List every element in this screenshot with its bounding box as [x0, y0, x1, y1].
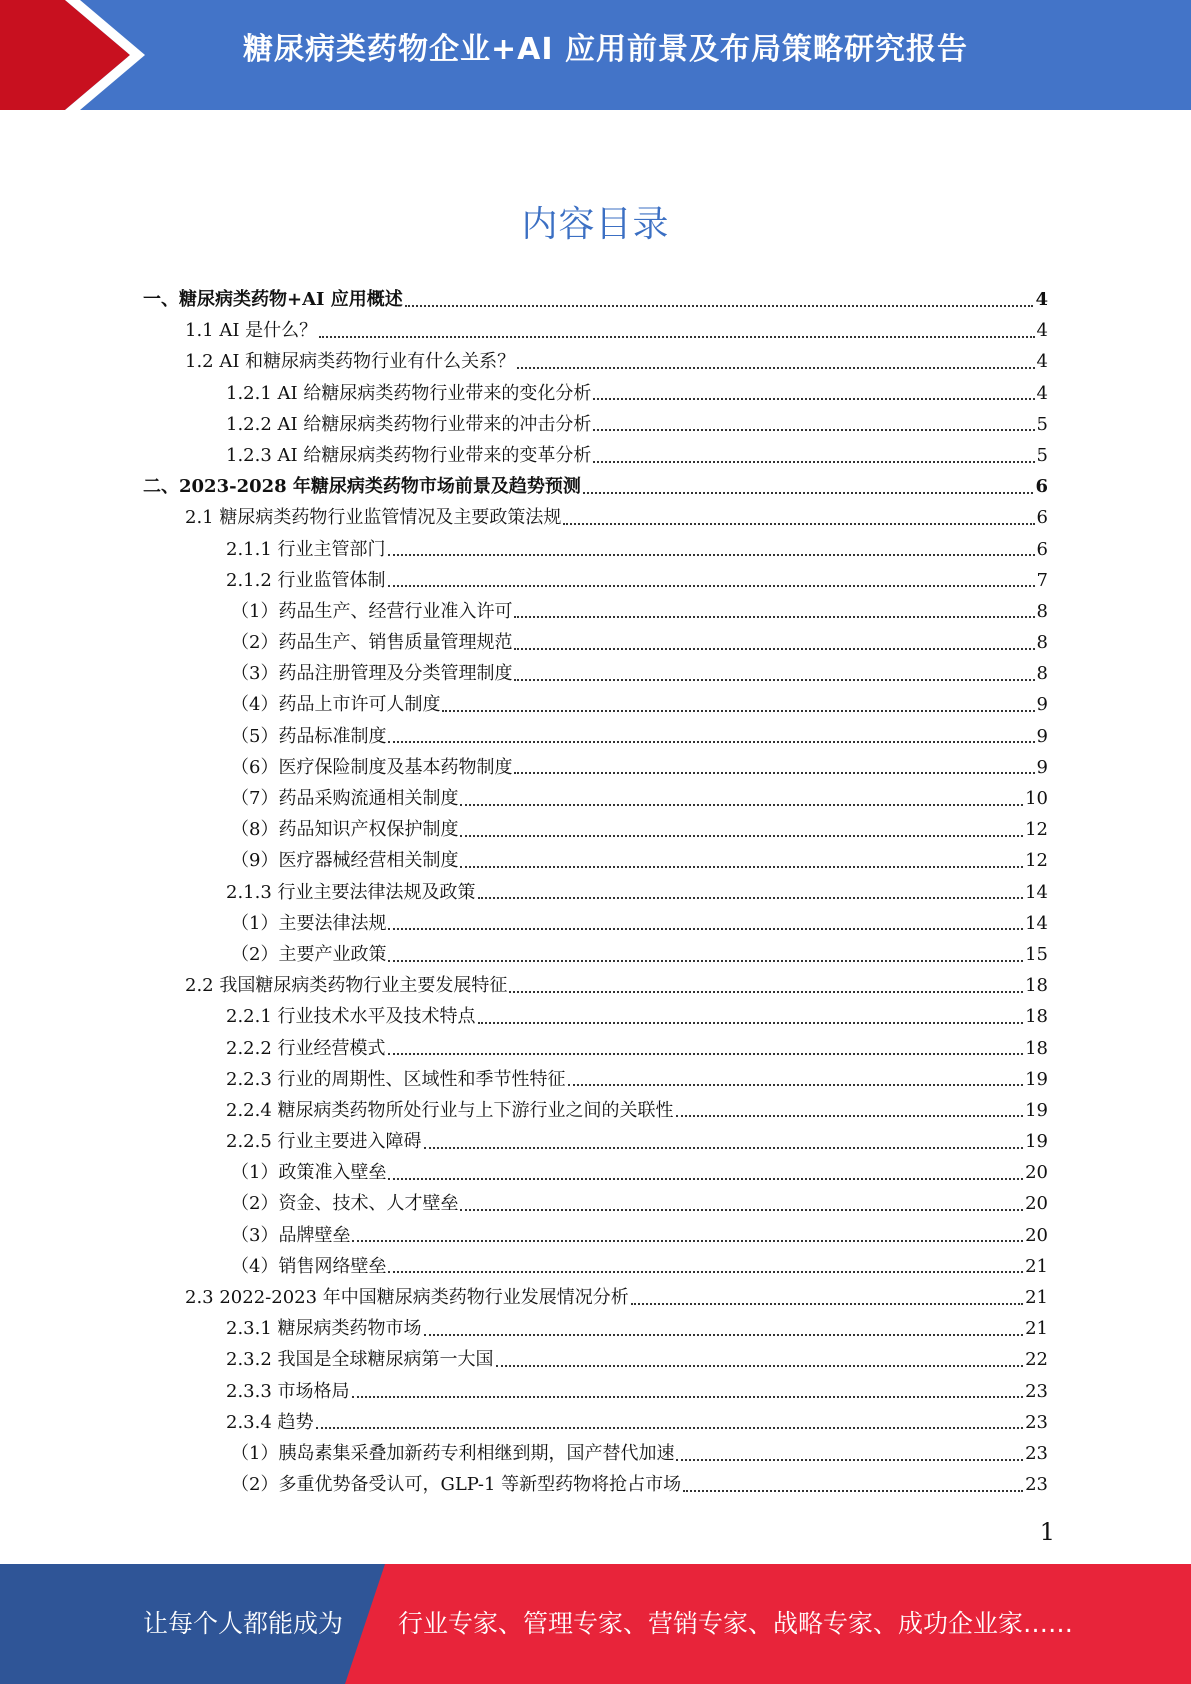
toc-dot-leader: [352, 1240, 1023, 1242]
toc-entry-page: 5: [1036, 444, 1048, 466]
toc-dot-leader: [424, 1334, 1024, 1336]
toc-entry-page: 18: [1025, 1037, 1048, 1059]
toc-entry[interactable]: [143, 1344, 1048, 1375]
toc-entry-title: （2）药品生产、销售质量管理规范: [231, 632, 513, 654]
toc-entry[interactable]: [143, 1376, 1048, 1407]
toc-entry[interactable]: [143, 658, 1048, 689]
toc-entry-page: 7: [1036, 569, 1048, 591]
toc-entry[interactable]: [143, 1188, 1048, 1219]
toc-entry-title: 1.2.2 AI 给糖尿病类药物行业带来的冲击分析: [226, 413, 592, 435]
toc-entry-title: 1.1 AI 是什么？: [185, 320, 318, 342]
toc-entry[interactable]: [143, 1033, 1048, 1064]
toc-entry-page: 23: [1025, 1474, 1048, 1496]
toc-dot-leader: [388, 1178, 1023, 1180]
toc-entry-page: 4: [1036, 382, 1048, 404]
table-of-contents: [143, 284, 1048, 1500]
toc-dot-leader: [683, 1490, 1023, 1492]
toc-entry-page: 12: [1025, 819, 1048, 841]
toc-entry-page: 19: [1025, 1068, 1048, 1090]
toc-entry-title: （2）资金、技术、人才壁垒: [231, 1193, 459, 1215]
toc-entry-page: 8: [1036, 600, 1048, 622]
toc-entry[interactable]: [143, 721, 1048, 752]
toc-entry-page: 12: [1025, 850, 1048, 872]
toc-dot-leader: [563, 523, 1034, 525]
toc-entry[interactable]: [143, 1064, 1048, 1095]
toc-entry-page: 8: [1036, 663, 1048, 685]
toc-entry[interactable]: [143, 409, 1048, 440]
toc-entry[interactable]: [143, 689, 1048, 720]
toc-entry[interactable]: [143, 970, 1048, 1001]
toc-entry-page: 14: [1025, 881, 1048, 903]
toc-entry-title: （3）药品注册管理及分类管理制度: [231, 663, 513, 685]
toc-entry-title: 2.1.3 行业主要法律法规及政策: [226, 881, 476, 903]
toc-entry[interactable]: [143, 565, 1048, 596]
toc-entry-page: 20: [1025, 1193, 1048, 1215]
toc-entry[interactable]: [143, 1126, 1048, 1157]
toc-entry-title: 2.1 糖尿病类药物行业监管情况及主要政策法规: [185, 507, 562, 529]
footer-slogan-right: 行业专家、管理专家、营销专家、战略专家、成功企业家……: [398, 1609, 1074, 1638]
toc-entry-page: 21: [1025, 1287, 1048, 1308]
toc-entry-page: 5: [1036, 413, 1048, 435]
toc-entry-title: （6）医疗保险制度及基本药物制度: [231, 756, 513, 778]
toc-entry-title: （4）药品上市许可人制度: [231, 694, 441, 716]
toc-entry[interactable]: [143, 1469, 1048, 1500]
toc-dot-leader: [319, 336, 1034, 338]
toc-entry-title: 2.3.3 市场格局: [226, 1380, 350, 1402]
toc-dot-leader: [631, 1303, 1023, 1305]
toc-entry-page: 22: [1025, 1349, 1048, 1371]
toc-entry[interactable]: [143, 346, 1048, 377]
toc-entry-page: 4: [1035, 289, 1048, 310]
toc-entry-title: 1.2 AI 和糖尿病类药物行业有什么关系？: [185, 351, 516, 373]
toc-dot-leader: [460, 1209, 1023, 1211]
toc-dot-leader: [583, 492, 1034, 494]
toc-entry-page: 9: [1036, 694, 1048, 716]
toc-entry[interactable]: [143, 1220, 1048, 1251]
toc-entry-title: （9）医疗器械经营相关制度: [231, 850, 459, 872]
toc-entry-title: 2.2.5 行业主要进入障碍: [226, 1131, 422, 1153]
toc-dot-leader: [676, 1115, 1024, 1117]
footer-slogan-left: 让每个人都能成为: [143, 1609, 344, 1638]
toc-entry-title: （4）销售网络壁垒: [231, 1255, 387, 1277]
toc-entry[interactable]: [143, 315, 1048, 346]
toc-dot-leader: [388, 928, 1023, 930]
toc-dot-leader: [442, 710, 1034, 712]
toc-entry-title: （3）品牌壁垒: [231, 1224, 351, 1246]
toc-dot-leader: [424, 1147, 1024, 1149]
toc-entry[interactable]: [143, 908, 1048, 939]
toc-entry-title: （1）政策准入壁垒: [231, 1162, 387, 1184]
toc-entry-page: 6: [1036, 538, 1048, 560]
toc-entry-page: 14: [1025, 912, 1048, 934]
toc-entry[interactable]: [143, 627, 1048, 658]
toc-entry-title: （5）药品标准制度: [231, 725, 387, 747]
toc-dot-leader: [514, 648, 1034, 650]
toc-entry-title: 2.2 我国糖尿病类药物行业主要发展特征: [185, 975, 508, 997]
toc-entry[interactable]: [143, 1438, 1048, 1469]
toc-entry[interactable]: [143, 471, 1048, 502]
toc-dot-leader: [509, 991, 1023, 993]
toc-entry[interactable]: [143, 939, 1048, 970]
toc-entry[interactable]: [143, 1407, 1048, 1438]
toc-entry-page: 6: [1036, 507, 1048, 529]
toc-entry-page: 23: [1025, 1411, 1048, 1433]
toc-dot-leader: [676, 1459, 1023, 1461]
toc-dot-leader: [478, 897, 1024, 899]
toc-entry-page: 6: [1035, 476, 1048, 498]
toc-entry-title: 2.3.1 糖尿病类药物市场: [226, 1318, 422, 1340]
toc-entry-title: 2.3.2 我国是全球糖尿病第一大国: [226, 1349, 494, 1371]
toc-dot-leader: [514, 616, 1034, 618]
toc-entry[interactable]: [143, 1282, 1048, 1313]
toc-dot-leader: [388, 741, 1034, 743]
toc-entry-title: 2.1.2 行业监管体制: [226, 569, 386, 591]
toc-dot-leader: [460, 866, 1023, 868]
toc-dot-leader: [517, 367, 1034, 369]
toc-dot-leader: [352, 1396, 1024, 1398]
toc-dot-leader: [388, 554, 1035, 556]
toc-entry-page: 8: [1036, 632, 1048, 654]
toc-entry-title: 2.3.4 趋势: [226, 1411, 314, 1433]
toc-entry-page: 19: [1025, 1131, 1048, 1153]
toc-entry-page: 20: [1025, 1162, 1048, 1184]
toc-dot-leader: [593, 429, 1034, 431]
toc-entry[interactable]: [143, 1313, 1048, 1344]
toc-entry-title: （7）药品采购流通相关制度: [231, 788, 459, 809]
toc-entry[interactable]: [143, 783, 1048, 814]
toc-entry-title: 一、糖尿病类药物+AI 应用概述: [143, 289, 403, 310]
toc-dot-leader: [514, 772, 1034, 774]
toc-entry[interactable]: [143, 534, 1048, 565]
toc-entry-title: （8）药品知识产权保护制度: [231, 819, 459, 841]
toc-entry-page: 9: [1036, 725, 1048, 747]
toc-entry[interactable]: [143, 596, 1048, 627]
toc-dot-leader: [388, 1053, 1024, 1055]
report-title: 糖尿病类药物企业+AI 应用前景及布局策略研究报告: [243, 32, 968, 67]
page-header: [0, 0, 1191, 110]
toc-entry-title: 2.2.2 行业经营模式: [226, 1037, 386, 1059]
toc-dot-leader: [478, 1022, 1024, 1024]
toc-dot-leader: [460, 835, 1023, 837]
toc-entry[interactable]: [143, 752, 1048, 783]
toc-entry-page: 19: [1025, 1099, 1048, 1121]
toc-entry-page: 9: [1036, 756, 1048, 778]
toc-entry-page: 10: [1025, 788, 1048, 809]
toc-entry-title: 2.3 2022-2023 年中国糖尿病类药物行业发展情况分析: [185, 1287, 629, 1308]
toc-entry-title: （1）胰岛素集采叠加新药专利相继到期，国产替代加速: [231, 1442, 675, 1464]
toc-dot-leader: [316, 1427, 1024, 1429]
toc-entry[interactable]: [143, 440, 1048, 471]
toc-entry-title: 1.2.3 AI 给糖尿病类药物行业带来的变革分析: [226, 444, 592, 466]
toc-entry-page: 23: [1025, 1442, 1048, 1464]
toc-dot-leader: [388, 585, 1035, 587]
toc-dot-leader: [496, 1365, 1024, 1367]
toc-entry-title: 2.2.4 糖尿病类药物所处行业与上下游行业之间的关联性: [226, 1099, 674, 1121]
toc-entry[interactable]: [143, 877, 1048, 908]
toc-entry-page: 21: [1025, 1255, 1048, 1277]
toc-entry-title: 1.2.1 AI 给糖尿病类药物行业带来的变化分析: [226, 382, 592, 404]
toc-dot-leader: [388, 1271, 1023, 1273]
toc-entry-title: 2.2.1 行业技术水平及技术特点: [226, 1006, 476, 1028]
toc-dot-leader: [514, 679, 1034, 681]
toc-entry-page: 21: [1025, 1318, 1048, 1340]
toc-entry[interactable]: [143, 1001, 1048, 1032]
toc-dot-leader: [568, 1084, 1024, 1086]
toc-entry-title: 2.2.3 行业的周期性、区域性和季节性特征: [226, 1068, 566, 1090]
toc-entry-page: 4: [1036, 351, 1048, 373]
toc-dot-leader: [388, 960, 1023, 962]
page-footer: [0, 1564, 1191, 1684]
toc-title: 内容目录: [521, 204, 670, 245]
toc-entry-title: （1）主要法律法规: [231, 912, 387, 934]
toc-entry[interactable]: [143, 814, 1048, 845]
page-number: 1: [1039, 1518, 1055, 1546]
toc-entry[interactable]: [143, 378, 1048, 409]
toc-entry-title: （2）主要产业政策: [231, 943, 387, 965]
toc-entry[interactable]: [143, 502, 1048, 533]
toc-entry-page: 15: [1025, 943, 1048, 965]
toc-dot-leader: [405, 305, 1034, 307]
toc-entry-title: 二、2023-2028 年糖尿病类药物市场前景及趋势预测: [143, 476, 581, 498]
toc-dot-leader: [593, 398, 1034, 400]
toc-entry-page: 23: [1025, 1380, 1048, 1402]
toc-entry[interactable]: [143, 1095, 1048, 1126]
toc-entry[interactable]: [143, 1157, 1048, 1188]
toc-dot-leader: [460, 804, 1023, 806]
toc-entry-title: （2）多重优势备受认可，GLP-1 等新型药物将抢占市场: [231, 1474, 682, 1496]
toc-entry-page: 4: [1036, 320, 1048, 342]
toc-entry-page: 20: [1025, 1224, 1048, 1246]
toc-entry-title: 2.1.1 行业主管部门: [226, 538, 386, 560]
toc-entry[interactable]: [143, 845, 1048, 876]
toc-entry[interactable]: [143, 1251, 1048, 1282]
toc-entry-page: 18: [1025, 1006, 1048, 1028]
toc-entry-title: （1）药品生产、经营行业准入许可: [231, 600, 513, 622]
toc-entry-page: 18: [1025, 975, 1048, 997]
toc-dot-leader: [593, 461, 1034, 463]
toc-entry[interactable]: [143, 284, 1048, 315]
